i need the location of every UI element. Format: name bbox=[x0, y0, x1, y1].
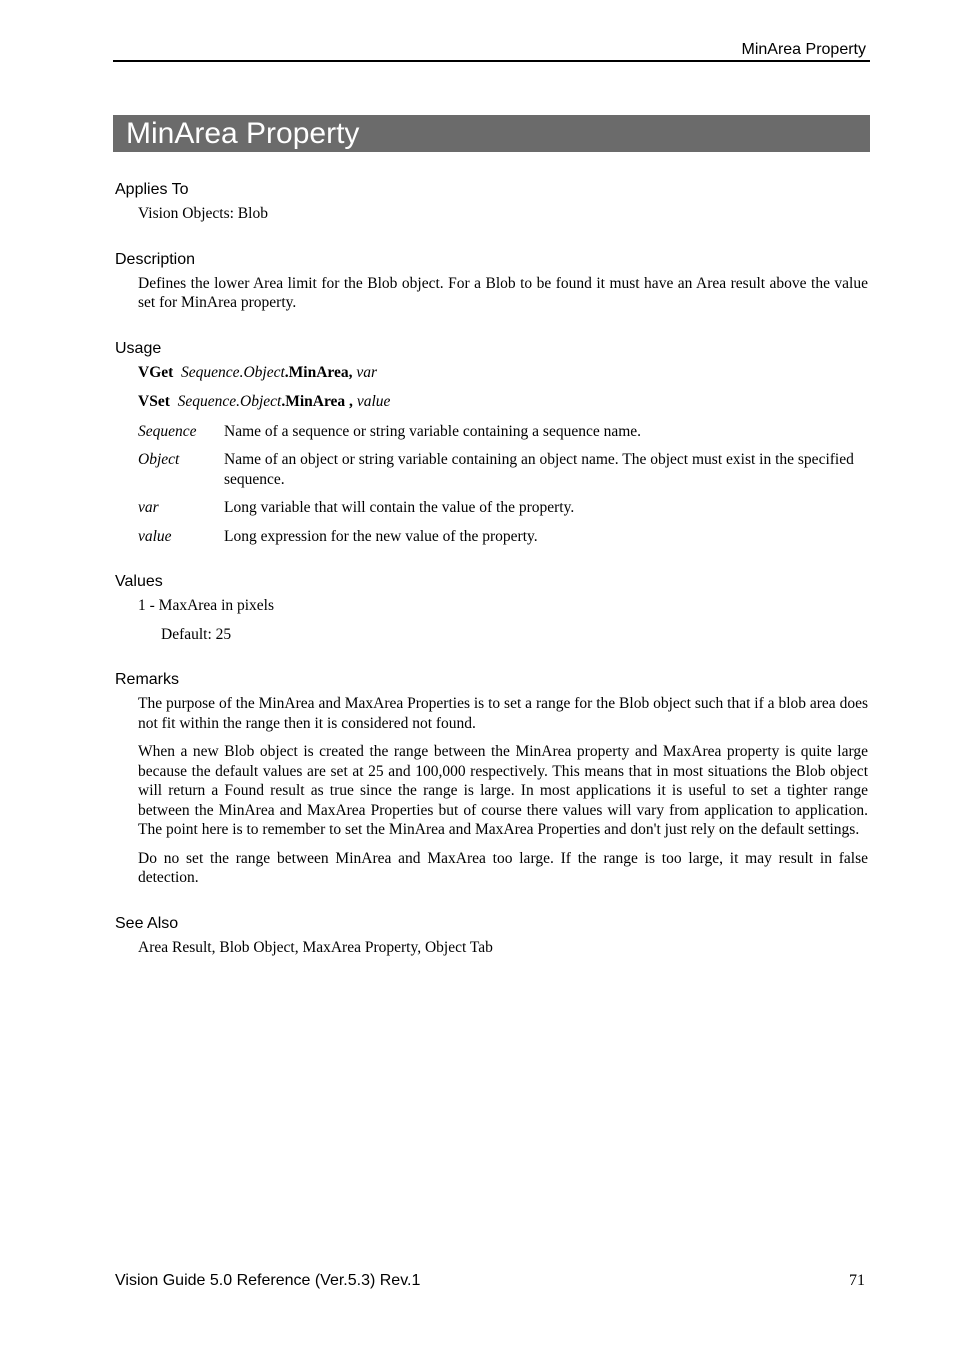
param-desc: Long variable that will contain the value of the property. bbox=[224, 499, 575, 516]
content bbox=[115, 180, 868, 983]
header-rule bbox=[113, 60, 870, 62]
footer-title: Vision Guide 5.0 Reference (Ver.5.3) Rev.1 bbox=[115, 1272, 421, 1289]
param-row bbox=[138, 498, 868, 518]
vget-cmd: VGet bbox=[138, 363, 174, 381]
param-name: value bbox=[138, 527, 172, 545]
usage-heading: Usage bbox=[115, 339, 162, 357]
usage-vget bbox=[138, 363, 868, 383]
usage-vset bbox=[138, 392, 868, 412]
usage-section bbox=[115, 339, 868, 547]
remarks-paragraph: When a new Blob object is created the range between the MinArea property and MaxArea property is quite large because the default values are set at 25 and 100,000 respectively. This means that in most situations the Blob object will return a Found result as true since the range is large. In most applications it is useful to set a tighter range between the MinArea and MaxArea Properties but of course there values will vary from application to application. The point here is to remember to set the MinArea and MaxArea Properties and don't just rely on the default settings. bbox=[138, 743, 868, 838]
param-name: Object bbox=[138, 451, 180, 468]
see-also-heading: See Also bbox=[115, 914, 179, 932]
description-section bbox=[115, 250, 868, 313]
description-text: Defines the lower Area limit for the Blob object. For a Blob to be found it must have an Area result above the value set for MinArea property. bbox=[138, 274, 868, 311]
param-name: Sequence bbox=[138, 422, 197, 440]
param-row bbox=[138, 527, 868, 547]
remarks-section bbox=[115, 670, 868, 888]
applies-to-heading: Applies To bbox=[115, 181, 189, 198]
remarks-paragraph: The purpose of the MinArea and MaxArea Properties is to set a range for the Blob object such that if a blob area does not fit within the range then it is considered not found. bbox=[138, 695, 868, 732]
values-heading: Values bbox=[115, 573, 163, 590]
param-row bbox=[138, 450, 868, 489]
description-heading: Description bbox=[115, 250, 196, 268]
vset-cmd: VSet bbox=[138, 393, 170, 410]
values-range: 1 - MaxArea in pixels bbox=[138, 597, 275, 614]
vset-arg: value bbox=[356, 393, 391, 410]
page-number: 71 bbox=[849, 1272, 865, 1289]
applies-to-text: Vision Objects: Blob bbox=[138, 205, 268, 222]
vget-target: Sequence.Object bbox=[181, 363, 285, 381]
vset-target: Sequence.Object bbox=[177, 393, 282, 410]
param-name: var bbox=[138, 499, 159, 516]
applies-to-section bbox=[115, 180, 868, 224]
param-desc: Name of a sequence or string variable containing a sequence name. bbox=[224, 422, 642, 440]
param-desc: Long expression for the new value of the property. bbox=[224, 527, 538, 545]
remarks-paragraph: Do no set the range between MinArea and MaxArea too large. If the range is too large, it may result in false detection. bbox=[138, 849, 868, 886]
see-also-text: Area Result, Blob Object, MaxArea Property, Object Tab bbox=[138, 938, 493, 956]
vset-prop: .MinArea , bbox=[281, 393, 353, 410]
param-row bbox=[138, 422, 868, 442]
remarks-heading: Remarks bbox=[115, 671, 180, 688]
running-header: MinArea Property bbox=[741, 41, 866, 58]
param-desc: Name of an object or string variable containing an object name. The object must exist in the specified sequence. bbox=[224, 451, 854, 488]
vget-prop: .MinArea, bbox=[284, 363, 353, 381]
values-default: Default: 25 bbox=[161, 625, 232, 643]
values-section bbox=[115, 572, 868, 644]
vget-arg: var bbox=[356, 363, 378, 381]
page-title: MinArea Property bbox=[113, 115, 870, 152]
see-also-section bbox=[115, 914, 868, 958]
